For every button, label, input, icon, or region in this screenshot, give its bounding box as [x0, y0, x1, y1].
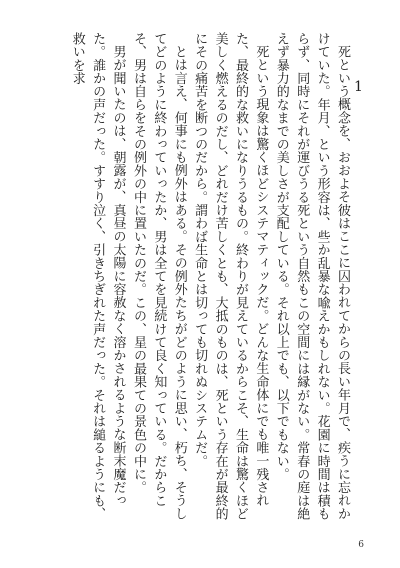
- vertical-text-body: [42, 32, 352, 522]
- paragraph-2: 死という現象は驚くほどシステマティックだ。どんな生命体にでも唯一残された、最終的な救いになりうるもの。終わりが見えているからこそ、生命は驚くほど美しく燃えるのだし、どれだけ苦しくとも、大抵のものは、死という存在が最終的にその痛苦を断つのだから。謂わば生命とは切っても切れぬシステムだ。: [192, 32, 269, 521]
- paragraph-1: 死という概念を、おおよそ彼はここに囚われてからの長い年月で、疾うに忘れかけていた。年月、という形容は、些か乱暴な喩えかもしれない。花園に時間は積もらず、同時にそれが運びうる死という自然もこの空間には縁がない。常春の庭は絶えず暴力的なまでの美しさが支配している。それ以上でも、以下でもない。: [273, 32, 350, 521]
- page-number: 6: [358, 540, 364, 550]
- paragraph-3: とは言え、何事にも例外はある。その例外たちがどのように思い、朽ち、そうしてどのように終わっていったか、男は全てを見続けて良く知っている。だからこそ、男は自らをその例外の中に置いたのだ。この、星の最果ての景色の中に。: [130, 32, 187, 521]
- paragraph-4: 男が聞いたのは、朝露が、真昼の太陽に容赦なく溶かされるような断末魔だった。誰かの声だった。すすり泣く、引きちぎれた声だった。それは縋るようにも、救いを求: [69, 32, 126, 521]
- chapter-number: 1: [354, 79, 363, 95]
